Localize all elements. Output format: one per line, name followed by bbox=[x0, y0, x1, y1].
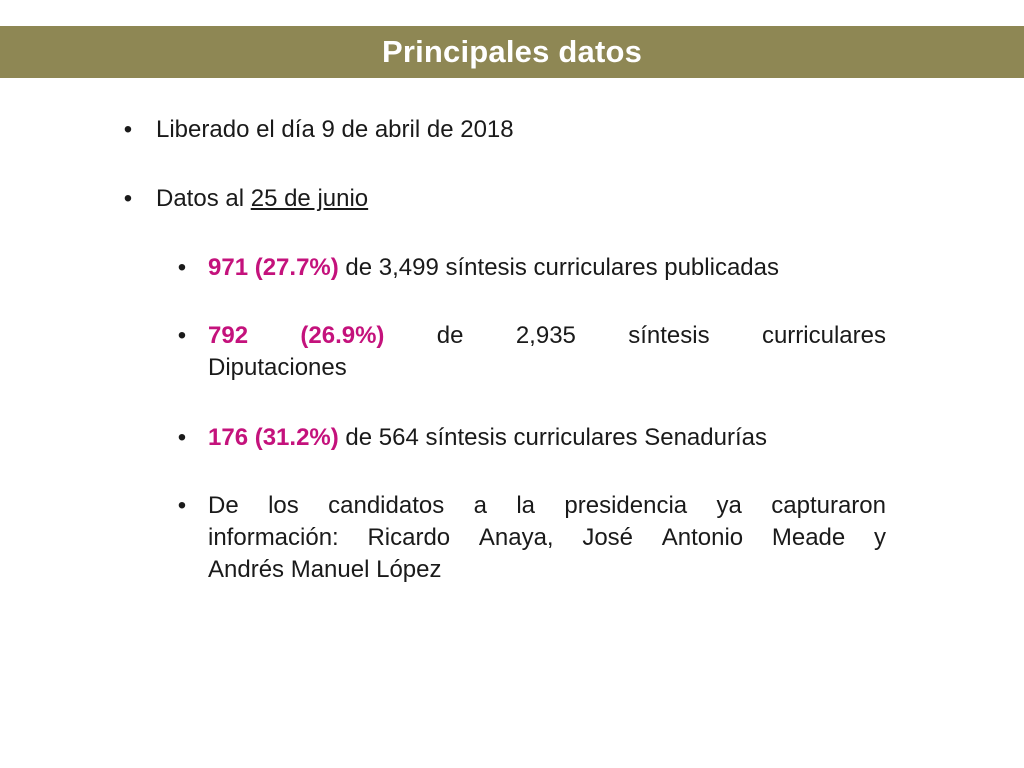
diputaciones-word: síntesis bbox=[628, 322, 710, 349]
data-date-underlined: 25 de junio bbox=[250, 185, 369, 212]
candidates-word: presidencia bbox=[564, 492, 688, 519]
senadurias-rest: de 564 síntesis curriculares Senadurías bbox=[338, 424, 767, 451]
candidates-line-2 bbox=[208, 522, 886, 554]
bullet-data-date bbox=[118, 183, 918, 215]
data-date-prefix: Datos al bbox=[156, 185, 251, 212]
bullet-released-text: Liberado el día 9 de abril de 2018 bbox=[156, 116, 514, 143]
bullet-released bbox=[118, 114, 918, 146]
published-rest: de 3,499 síntesis curriculares publicadas bbox=[338, 254, 779, 281]
bullet-candidates bbox=[172, 490, 972, 586]
diputaciones-count: 792 bbox=[208, 322, 249, 349]
candidates-word: capturaron bbox=[771, 492, 886, 519]
candidates-word: ya bbox=[716, 492, 742, 519]
diputaciones-line-2: Diputaciones bbox=[208, 354, 347, 381]
bullet-senadurias-text bbox=[208, 422, 767, 454]
candidates-word: y bbox=[873, 524, 886, 551]
senadurias-highlight: 176 (31.2%) bbox=[208, 424, 339, 451]
candidates-word: Anaya, bbox=[478, 524, 554, 551]
diputaciones-total: 2,935 bbox=[515, 322, 576, 349]
bullet-data-date-text bbox=[156, 183, 368, 215]
candidates-word: información: bbox=[208, 524, 339, 551]
bullet-senadurias bbox=[172, 422, 972, 454]
candidates-word: los bbox=[268, 492, 299, 519]
bullet-dot-icon: • bbox=[177, 254, 187, 281]
candidates-word: De bbox=[208, 492, 239, 519]
bullet-diputaciones bbox=[172, 320, 972, 384]
published-highlight: 971 (27.7%) bbox=[208, 254, 339, 281]
bullet-dot-icon: • bbox=[123, 116, 133, 143]
diputaciones-line-1 bbox=[208, 320, 886, 352]
bullet-diputaciones-text bbox=[208, 320, 886, 384]
candidates-line-3: Andrés Manuel López bbox=[208, 556, 442, 583]
bullet-dot-icon: • bbox=[177, 424, 187, 451]
candidates-word: José bbox=[582, 524, 634, 551]
diputaciones-percent: (26.9%) bbox=[300, 322, 385, 349]
bullet-candidates-text bbox=[208, 490, 886, 586]
candidates-word: Meade bbox=[771, 524, 846, 551]
diputaciones-word: curriculares bbox=[761, 322, 886, 349]
candidates-line-1 bbox=[208, 490, 886, 522]
bullet-published bbox=[172, 252, 972, 284]
bullet-dot-icon: • bbox=[177, 322, 187, 349]
candidates-word: a bbox=[473, 492, 487, 519]
slide-title: Principales datos bbox=[381, 34, 643, 69]
candidates-word: candidatos bbox=[328, 492, 445, 519]
bullet-published-text bbox=[208, 252, 779, 284]
candidates-word: Antonio bbox=[661, 524, 744, 551]
diputaciones-word: de bbox=[436, 322, 464, 349]
bullet-dot-icon: • bbox=[177, 492, 187, 519]
candidates-word: la bbox=[516, 492, 536, 519]
candidates-word: Ricardo bbox=[367, 524, 451, 551]
bullet-dot-icon: • bbox=[123, 185, 133, 212]
